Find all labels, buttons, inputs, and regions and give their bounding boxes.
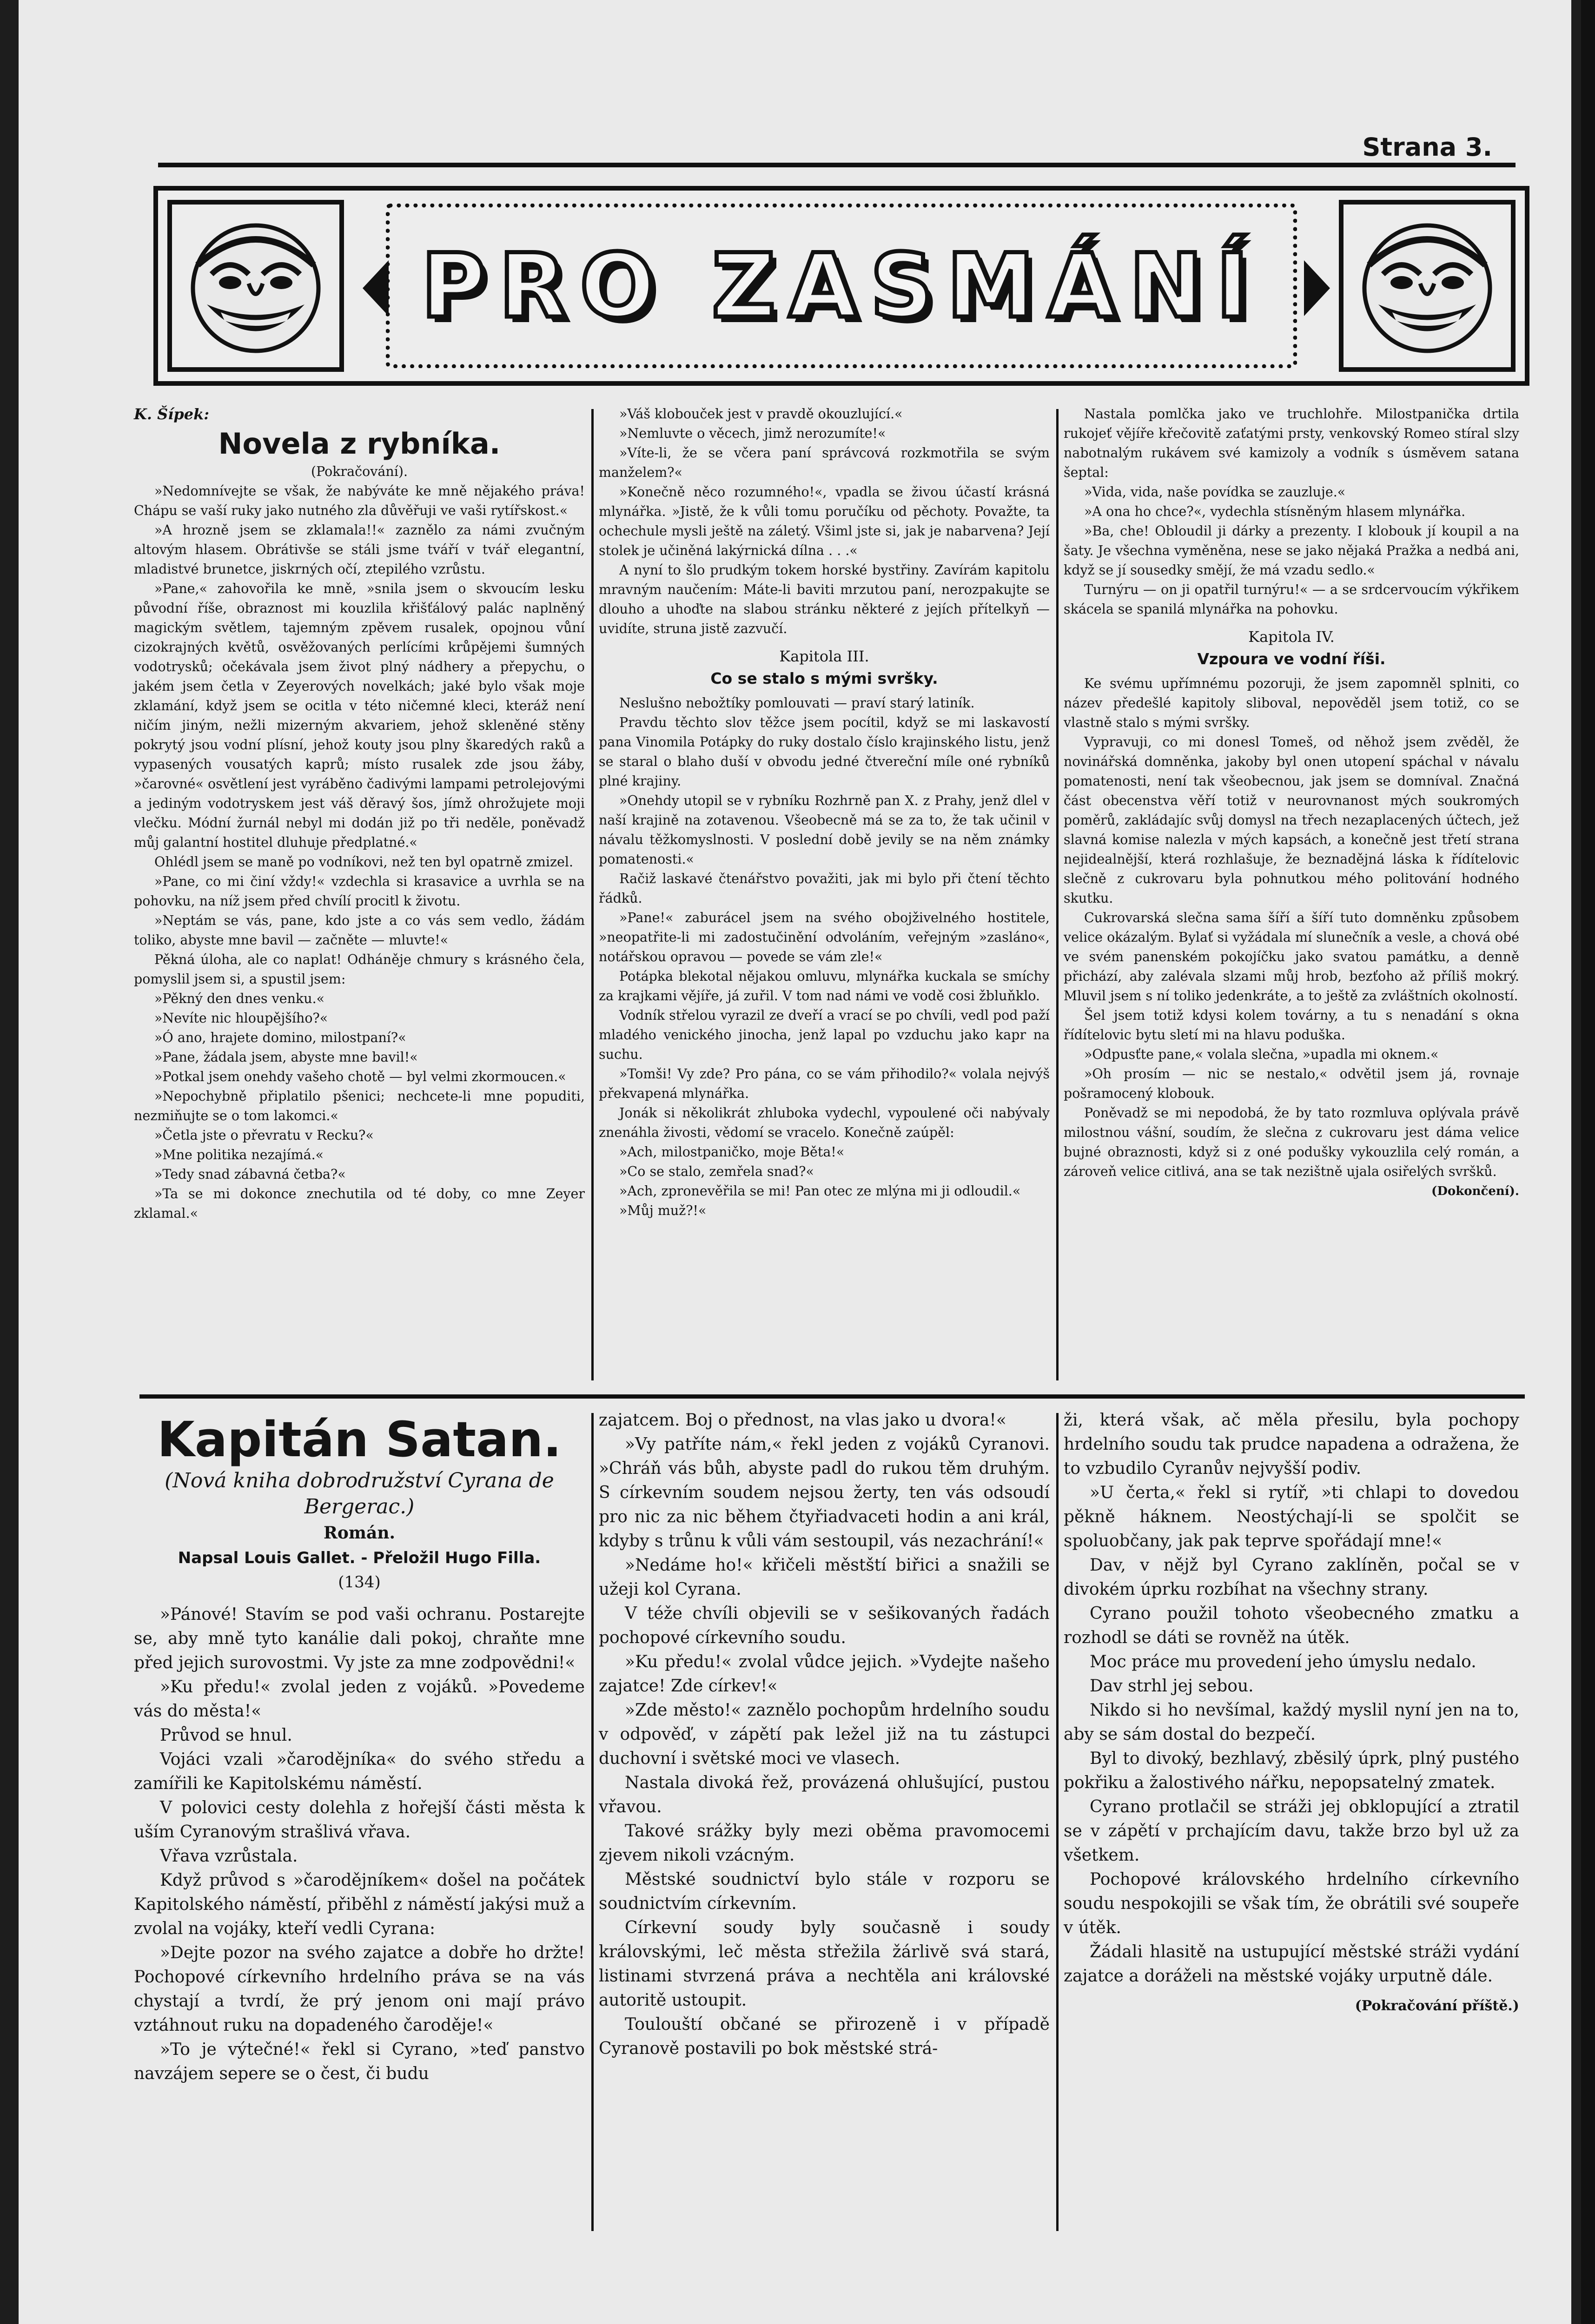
paragraph: »Ó ano, hrajete domino, milostpaní?« <box>154 1030 406 1045</box>
section-banner <box>153 186 1529 386</box>
paragraph: »Odpusťte pane,« volala slečna, »upadla mi oknem.« <box>1084 1047 1439 1062</box>
paragraph: »Pane, žádala jsem, abyste mne bavil!« <box>154 1050 418 1065</box>
paragraph: V polovici cesty dolehla z hořejší části města k uším Cyranovým strašlivá vřava. <box>134 1798 585 1842</box>
chapter-label: Kapitola III. <box>779 647 869 665</box>
paragraph: »Tedy snad zábavná četba?« <box>154 1167 346 1182</box>
paragraph: »Víte-li, že se včera paní správcová rozkmotřila se svým manželem?« <box>599 445 1050 480</box>
paragraph: Šel jsem totiž kdysi kolem továrny, a tu s nenadání s okna řídítelovic bytu sletí mi na hlavu poduška. <box>1064 1008 1519 1043</box>
serial-credit: Napsal Louis Gallet. - Přeložil Hugo Filla. <box>178 1549 541 1567</box>
paragraph: »Tomši! Vy zde? Pro pána, co se vám přihodilo?« volala nejvýš překvapená mlynářka. <box>599 1066 1050 1101</box>
paragraph: ži, která však, ač měla přesilu, byla pochopy hrdelního soudu tak prudce napadena a odražena, že to vzbudilo Cyranův nejvyšší podiv. <box>1064 1411 1519 1478</box>
paragraph: Nikdo si ho nevšímal, každý myslil nyní jen na to, aby se sám dostal do bezpečí. <box>1064 1701 1519 1744</box>
scan-edge <box>1581 0 1595 2324</box>
paragraph: »Potkal jsem onehdy vašeho chotě — byl velmi zkormoucen.« <box>154 1069 566 1084</box>
serial-genre: Román. <box>323 1523 396 1543</box>
paragraph: »Ta se mi dokonce znechutila od té doby, co mne Zeyer zklamal.« <box>134 1186 585 1221</box>
arrow-right-ornament <box>1304 260 1330 316</box>
paragraph: »A hrozně jsem se zklamala!!« zaznělo za námi zvučným altovým hlasem. Obrátivše se stáli jsme tváří v tvář elegantní, mladistvé brunetce, jiskrných očí, ztepilého vzrůstu. <box>134 522 585 577</box>
column-rule <box>1056 1413 1059 2231</box>
serial-continued-mark: (Pokračování příště.) <box>1355 1998 1519 2014</box>
chapter-title: Vzpoura ve vodní říši. <box>1197 650 1386 668</box>
column-rule <box>591 1413 594 2231</box>
paragraph: Cyrano použil tohoto všeobecného zmatku a rozhodl se dáti se rovněž na útěk. <box>1064 1604 1519 1647</box>
paragraph: Jonák si několikrát zhluboka vydechl, vypoulené oči nabývaly znenáhla živosti, vědomí se vracelo. Konečně zaúpěl: <box>599 1105 1050 1140</box>
story-end-mark: (Dokončení). <box>1431 1184 1519 1198</box>
paragraph: A nyní to šlo prudkým tokem horské bystřiny. Zavírám kapitolu mravným naučením: Máte-li baviti mrzutou paní, nerozpakujte se dlouho a uhoďte na slabou stránku některé z jejích přítelkyň — uvidíte, struna jistě zazvučí. <box>599 562 1050 636</box>
paragraph: Vypravuji, co mi donesl Tomeš, od něhož jsem zvěděl, že novinářská domněnka, jakoby byl onen utopení spáchal v návalu pomatenosti, není tak všeobecnou, jak jsem se domníval. Značná část obecenstva věří totiž v neurovnanost mých soukromých poměrů, zakládajíc svůj domysl na třech nezaplacených účtech, jež slavná komise nalezla v mých kapsách, a konečně jest třetí strana nejidealnější, která rozhlašuje, že beznadějná láska k řídítelovic slečně z cukrovaru byla pohnutkou mého politování hodného skutku. <box>1064 734 1519 906</box>
paragraph: V téže chvíli objevili se v sešikovaných řadách pochopové církevního soudu. <box>599 1604 1050 1647</box>
serial-subtitle: (Nová kniha dobrodružství Cyrana de Bergerac.) <box>165 1469 554 1519</box>
laughing-face-left-icon <box>167 200 344 372</box>
paragraph: Turnýru — on ji opatřil turnýru!« — a se srdcervoucím výkřikem skácela se spanilá mlynářka na pohovku. <box>1064 582 1519 617</box>
paragraph: »Pane, co mi činí vždy!« vzdechla si krasavice a uvrhla se na pohovku, na níž jsem před chvílí procitl k životu. <box>134 874 585 909</box>
kapitan-column-2 <box>599 1408 1050 2061</box>
paragraph: »Dejte pozor na svého zajatce a dobře ho držte! Pochopové církevního hrdelního práva se na vás chystají a tvrdí, že prý jenom oni mají právo vztáhnout ruku na dopadeného čaroděje!« <box>134 1943 585 2035</box>
paragraph: Žádali hlasitě na ustupující městské stráži vydání zajatce a doráželi na městské vojáky urputně dále. <box>1064 1942 1519 1986</box>
paragraph: »Nepochybně připlatilo pšenici; nechcete-li mne popuditi, nezmiňujte se o tom lakomci.« <box>134 1089 585 1123</box>
paragraph: Ohlédl jsem se maně po vodníkovi, než ten byl opatrně zmizel. <box>154 854 574 870</box>
paragraph: Cukrovarská slečna sama šíří a šíří tuto domněnku způsobem velice okázalým. Bylať si vyžádala mí slunečník a vesle, a chová obé ve svém panenském pokojíčku jako svatou památku, a denně přichází, aby zalévala slzami můj hrob, bezťoho až příliš mokrý. Mluvil jsem s ní toliko jedenkráte, a to ještě za zvláštních okolností. <box>1064 910 1519 1004</box>
paragraph: »Pane!« zaburácel jsem na svého obojživelného hostitele, »neopatřite-li mi zadostučinění odvoláním, veřejným »zasláno«, notářskou opravou — povede se vám zle!« <box>599 910 1050 964</box>
header-rule <box>158 163 1516 167</box>
paragraph: »Oh prosím — nic se nestalo,« odvětil jsem já, rovnaje pošramocený klobouk. <box>1064 1066 1519 1101</box>
kapitan-column-1 <box>134 1408 585 2086</box>
paragraph: Račiž laskavé čtenářstvo považiti, jak mi bylo při čtení těchto řádků. <box>599 871 1050 906</box>
chapter-label: Kapitola IV. <box>1248 628 1335 646</box>
paragraph: »Můj muž?!« <box>619 1203 707 1218</box>
paragraph: Cyrano protlačil se stráži jej obklopující a ztratil se v zápětí v prchajícím davu, takže brzo byl už za všetkem. <box>1064 1797 1519 1865</box>
paragraph: Toulouští občané se přirozeně i v případě Cyranově postavili po bok městské strá- <box>599 2015 1050 2058</box>
novela-column-3 <box>1064 404 1519 1201</box>
novela-author: K. Šípek: <box>134 405 210 423</box>
paragraph: Takové srážky byly mezi oběma pravomocemi zjevem nikoli vzácným. <box>599 1822 1050 1865</box>
paragraph: »Mne politika nezajímá.« <box>154 1147 324 1162</box>
paragraph: Pěkná úloha, ale co naplat! Odháněje chmury s krásného čela, pomyslil jsem si, a spustil jsem: <box>134 952 585 987</box>
paragraph: »Nevíte nic hloupějšího?« <box>154 1010 328 1026</box>
novela-column-2 <box>599 404 1050 1221</box>
paragraph: »Nemluvte o věcech, jimž nerozumíte!« <box>619 426 886 441</box>
serial-number: (134) <box>338 1573 381 1591</box>
paragraph: Vřava vzrůstala. <box>160 1847 298 1866</box>
paragraph: Poněvadž se mi nepodobá, že by tato rozmluva oplývala právě milostnou vášní, soudím, že slečna z cukrovaru jest dáma velice bujné obraznosti, když si z oné poduškу vykouzlila celý román, a zároveň velice citlivá, ana se tak nezištně ujala osiřelých svršků. <box>1064 1105 1519 1179</box>
paragraph: »Zde město!« zaznělo pochopům hrdelního soudu v odpověď, v zápětí pak ležel již na tu zástupci duchovní i světské moci ve vlasech. <box>599 1701 1050 1768</box>
paragraph: »Ba, che! Obloudil ji dárky a prezenty. I klobouk jí koupil a na šaty. Je všechna vyměněna, nese se jako nějaká Pražka a nedbá ani, když se jí sousedky smějí, že má vzadu sedlo.« <box>1064 523 1519 578</box>
kapitan-column-3 <box>1064 1408 1519 2018</box>
paragraph: »Vy patříte nám,« řekl jeden z vojáků Cyranovi. »Chráň vás bůh, abyste padl do rukou těm druhým. S církevním soudem nejsou žerty, ten vás odsoudí pro nic za nic během čtyřiadvaceti hodin a ani král, kdyby s trůnu k vůli vám sestoupil, vás nezachrání!« <box>599 1435 1050 1551</box>
paragraph: »A ona ho chce?«, vydechla stísněným hlasem mlynářka. <box>1084 504 1466 519</box>
paragraph: »Ach, zpronevěřila se mi! Pan otec ze mlýna mi ji odloudil.« <box>619 1183 1021 1199</box>
paragraph: »Četla jste o převratu v Recku?« <box>154 1128 374 1143</box>
novela-column-1 <box>134 404 585 1223</box>
paragraph: Pochopové královského hrdelního církevního soudu nespokojili se však tím, že obrátili své soupeře v útěk. <box>1064 1870 1519 1937</box>
newspaper-page <box>19 0 1571 2324</box>
paragraph: Moc práce mu provedení jeho úmyslu nedalo. <box>1090 1652 1476 1671</box>
paragraph: Městské soudnictví bylo stále v rozporu se soudnictvím církevním. <box>599 1870 1050 1913</box>
page-number: Strana 3. <box>1362 132 1492 162</box>
paragraph: »Pánové! Stavím se pod vaši ochranu. Postarejte se, aby mně tyto kanálie dali pokoj, chraňte mne před jejich surovostmi. Vy jste za mne zodpovědni!« <box>134 1605 585 1672</box>
novela-title: Novela z rybníka. <box>218 427 501 461</box>
paragraph: Nastala divoká řež, provázená ohlušující, pustou vřavou. <box>599 1773 1050 1816</box>
paragraph: Potápka blekotal nějakou omluvu, mlynářka kuckala se smíchy za krajkami vějíře, já zuřil. V tom nad námi ve vodě cosi žbluňklo. <box>599 969 1050 1004</box>
paragraph: Církevní soudy byly současně i soudy královskými, leč města střežila žárlivě svá stará, listinami stvrzená práva a nechtěla ani královské autoritě ustoupit. <box>599 1918 1050 2010</box>
paragraph: Nastala pomlčka jako ve truchlohře. Milostpanička drtila rukojeť vějíře křečovitě zaťatými prsty, venkovský Romeo stíral slzy nabotnalým rukávem své kamizoly a vodník s úsměvem satana šeptal: <box>1064 406 1519 480</box>
paragraph: »Neptám se vás, pane, kdo jste a co vás sem vedlo, žádám toliko, abyste mne bavil — začněte — mluvte!« <box>134 913 585 948</box>
paragraph: Ke svému upřímnému pozoruji, že jsem zapomněl splniti, co název předešlé kapitoly sliboval, nepověděl jsem totiž, co se vlastně stalo s mými svršky. <box>1064 676 1519 730</box>
paragraph: »Ach, milostpaničko, moje Běta!« <box>619 1144 845 1160</box>
paragraph: »Konečně něco rozumného!«, vpadla se živou účastí krásná mlynářka. »Jistě, že k vůli tomu poručíku od pěchoty. Považte, ta ochechule mysli ještě na záletý. Všiml jste si, jak je nabarvena? Její stolek je učiněná lakýrnická dílna . . .« <box>599 484 1050 558</box>
paragraph: Vojáci vzali »čarodějníka« do svého středu a zamířili ke Kapitolskému náměstí. <box>134 1750 585 1793</box>
paragraph: Pravdu těchto slov těžce jsem pocítil, když se mi laskavostí pana Vinomila Potápky do ruky dostalo číslo krajinského listu, jenž se staral o blaho duší v obvodu jedné čtvereční míle oné rybníků plné krajiny. <box>599 715 1050 789</box>
paragraph: »Onehdy utopil se v rybníku Rozhrně pan X. z Prahy, jenž dlel v naší krajině na zotavenou. Všeobecně má se za to, že tak učinil v návalu těžkomyslnosti. V poslední době jevily se na něm známky pomatenosti.« <box>599 793 1050 867</box>
paragraph: »Pěkný den dnes venku.« <box>154 991 325 1006</box>
section-title: PRO ZASMÁNÍ <box>421 234 1262 337</box>
paragraph: Průvod se hnul. <box>160 1726 292 1745</box>
chapter-title: Co se stalo s mými svršky. <box>710 669 938 687</box>
serial-title: Kapitán Satan. <box>157 1411 562 1468</box>
laughing-face-right-icon <box>1339 200 1516 372</box>
paragraph: »U čerta,« řekl si rytíř, »ti chlapi to dovedou pěkně háknem. Neostýchají-li se spolčit se spoluobčany, jak pak teprve spořádají mne!« <box>1064 1483 1519 1551</box>
arrow-left-ornament <box>363 260 389 316</box>
paragraph: Dav, v nějž byl Cyrano zaklíněn, počal se v divokém úprku rozbíhat na všechny strany. <box>1064 1556 1519 1599</box>
column-rule <box>591 409 594 1380</box>
paragraph: Když průvod s »čarodějníkem« došel na počátek Kapitolského náměstí, přiběhl z náměstí jakýsi muž a zvolal na vojáky, kteří vedli Cyrana: <box>134 1871 585 1938</box>
column-rule <box>1056 409 1059 1380</box>
paragraph: »Nedáme ho!« křičeli městští biřici a snažili se užeji kol Cyrana. <box>599 1556 1050 1599</box>
section-divider <box>139 1394 1525 1399</box>
paragraph: zajatcem. Boj o přednost, na vlas jako u dvora!« <box>599 1411 1006 1430</box>
paragraph: »Co se stalo, zemřela snad?« <box>619 1164 814 1179</box>
paragraph: Byl to divoký, bezhlavý, zběsilý úprk, plný pustého pokřiku a žalostivého nářku, nepopsatelný zmatek. <box>1064 1749 1519 1792</box>
paragraph: »Pane,« zahovořila ke mně, »snila jsem o skvoucím lesku původní říše, obraznost mi kouzlila křišťálový palác naplněný magickým světlem, tajemným zpěvem rusalek, opojnou vůní cizokrajných květů, osvěžovaných perlícími krůpějemi šumných vodotrysků; očekávala jsem život plný nádhery a přepychu, o jakém jsem četla v Zeyerových novelkách; jaké bylo však moje zklamání, když jsem se ocitla v této ničemné kleci, kteráž není ničím jiným, nežli mizerným akvariem, jehož skleněné stěny pokrytý jsou vodní plísní, jehož kouty jsou plny škaredých raků a vypasených vousatých kaprů; místo rusalek zde jsou žáby, »čarovné« osvětlení jest vyráběno čadivými lampami petrolejovými a jediným vodotryskem jest váš děravý šos, jímž ohrožujete moji vlečku. Módní žurnál nebyl mi dodán již po tři neděle, poněvadž můj galantní hostitel dluhuje předplatné.« <box>134 581 585 850</box>
novela-continued: (Pokračování). <box>311 464 408 479</box>
paragraph: »Nedomnívejte se však, že nabýváte ke mně nějakého práva! Chápu se vaší ruky jako nutného zla důvěřuji ve vaši rytířskost.« <box>134 483 585 518</box>
paragraph: Dav strhl jej sebou. <box>1090 1677 1254 1696</box>
paragraph: »To je výtečné!« řekl si Cyrano, »teď panstvo navzájem sepere se o čest, či budu <box>134 2040 585 2083</box>
paragraph: Vodník střelou vyrazil ze dveří a vrací se po chvíli, vedl pod paží mladého venického jinocha, jenž lapal po vzduchu jako kapr na suchu. <box>599 1008 1050 1062</box>
paragraph: »Ku předu!« zvolal vůdce jejich. »Vydejte našeho zajatce! Zde církev!« <box>599 1652 1050 1696</box>
paragraph: Neslušno nebožtíky pomlouvati — praví starý latiník. <box>619 695 975 711</box>
paragraph: »Vida, vida, naše povídka se zauzluje.« <box>1084 484 1346 500</box>
paragraph: »Váš klobouček jest v pravdě okouzlující.« <box>619 406 903 422</box>
paragraph: »Ku předu!« zvolal jeden z vojáků. »Povedeme vás do města!« <box>134 1677 585 1721</box>
